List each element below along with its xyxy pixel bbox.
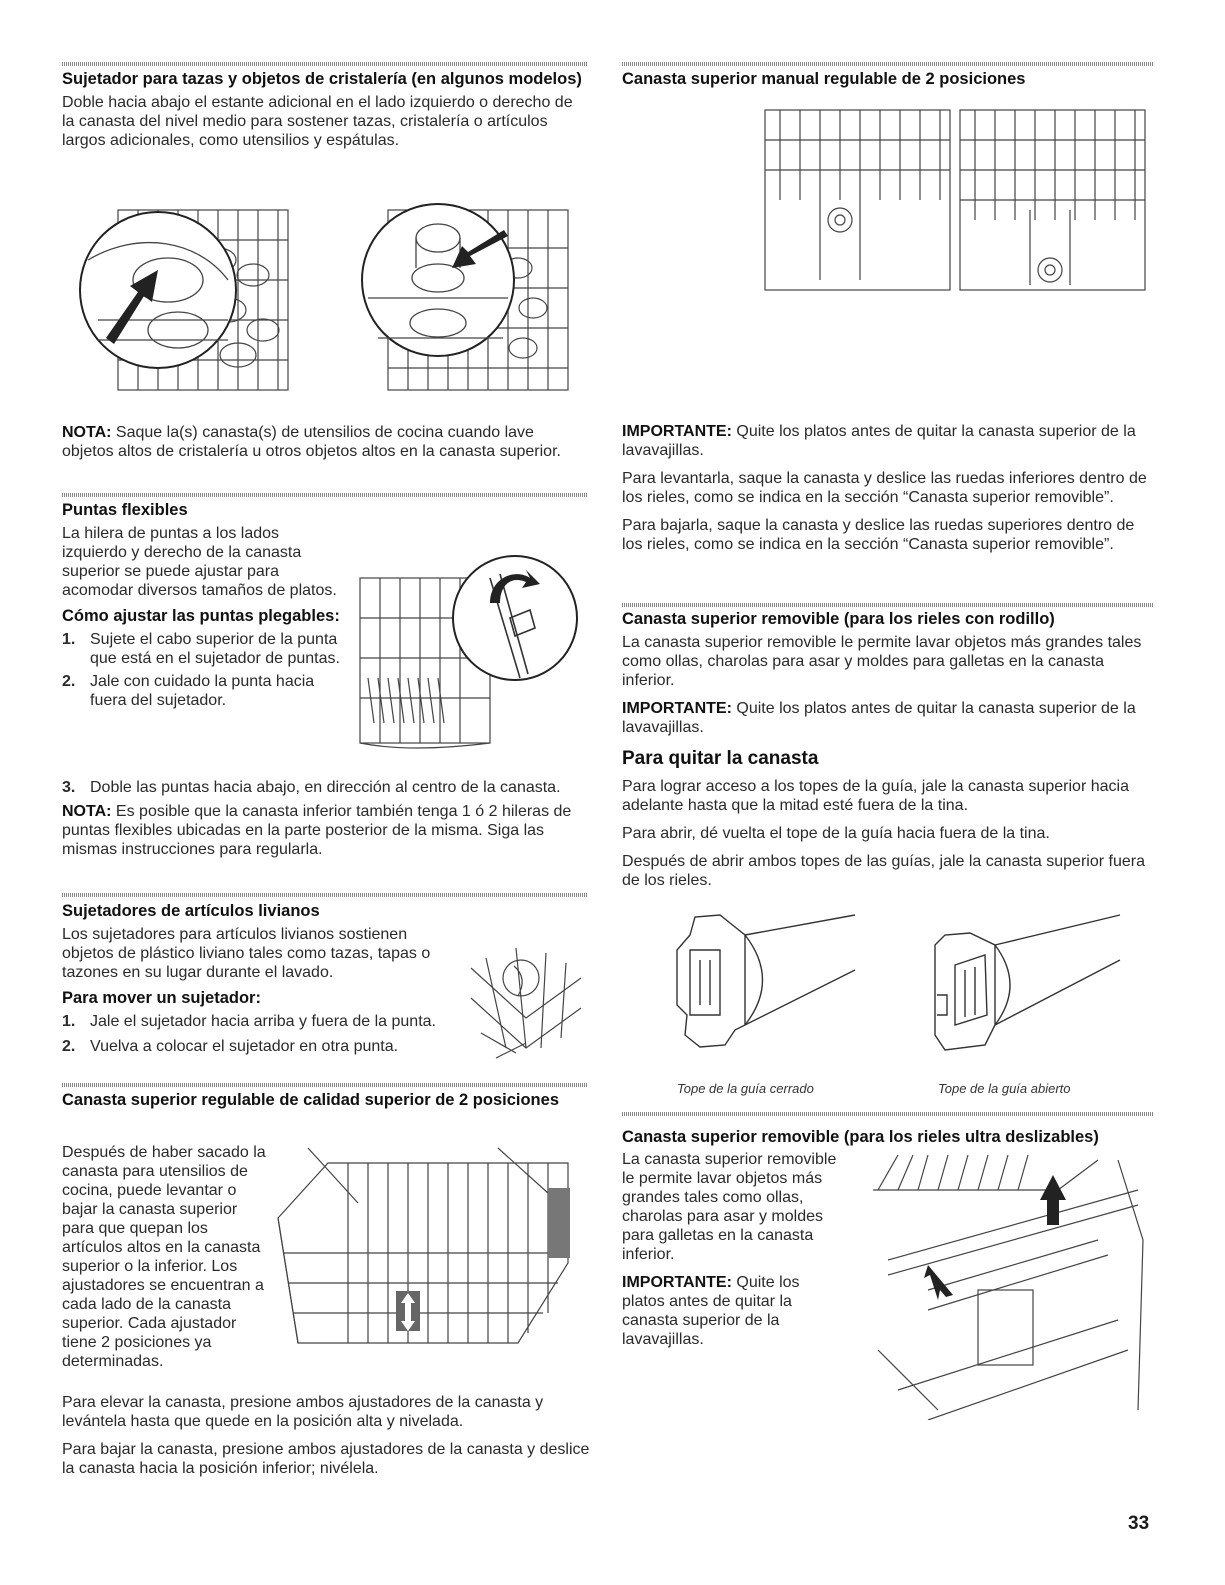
flexible-tines-illustration [350, 548, 580, 753]
note-text: Saque la(s) canasta(s) de utensilios de cocina cuando lave objetos altos de cristalería u otros objetos altos en la canasta superior. [62, 424, 561, 460]
section-divider [622, 1112, 1154, 1116]
paragraph: La canasta superior removible le permite lavar objetos más grandes tales como ollas, charolas para asar y moldes para galletas en la canasta inferior. [622, 634, 1142, 689]
note-label: NOTA: [62, 424, 112, 441]
list-item: 1. Sujete el cabo superior de la punta que está en el sujetador de puntas. [62, 631, 340, 667]
light-items-section [62, 902, 462, 1060]
subsection-title: Cómo ajustar las puntas plegables: [62, 607, 340, 625]
list-item: 2. Vuelva a colocar el sujetador en otra punta. [62, 1038, 399, 1055]
list-item: 1. Jale el sujetador hacia arriba y fuera de la punta. [62, 1013, 436, 1030]
subsection-title: Para mover un sujetador: [62, 989, 261, 1007]
section-title: Sujetadores de artículos livianos [62, 902, 320, 920]
paragraph: Los sujetadores para artículos livianos sostienen objetos de plástico liviano tales como tazas, tapas o tazones en su lugar durante el lavado. [62, 926, 431, 981]
ultra-glide-rail-illustration [868, 1150, 1158, 1420]
caption-rail-stop-closed: Tope de la guía cerrado [677, 1081, 814, 1096]
light-items-clip-illustration [466, 938, 586, 1068]
list-item: 3. Doble las puntas hacia abajo, en dirección al centro de la canasta. [62, 779, 561, 796]
paragraph: Para lograr acceso a los topes de la guía, jale la canasta superior hacia adelante hasta que la mitad esté fuera de la tina. [622, 778, 1129, 814]
paragraph: Después de abrir ambos topes de las guías, jale la canasta superior fuera de los rieles. [622, 853, 1145, 889]
section-title: Canasta superior manual regulable de 2 posiciones [622, 70, 1026, 88]
paragraph: Para bajarla, saque la canasta y deslice las ruedas superiores dentro de los rieles, como se indica en la sección “Canasta superior removible”. [622, 517, 1135, 553]
manual-rack-section-title [622, 70, 1152, 89]
paragraph: Para abrir, dé vuelta el tope de la guía hacia fuera de la tina. [622, 825, 1050, 842]
steps-list [62, 630, 342, 710]
premium-rack-paragraphs [62, 1393, 590, 1478]
rail-stop-open-illustration [925, 905, 1125, 1055]
section-divider [62, 62, 588, 66]
section-divider [622, 62, 1154, 66]
premium-rack-body [62, 1143, 267, 1371]
important-text: Quite los platos antes de quitar la canasta superior de la lavavajillas. [622, 423, 1136, 459]
steps-list [62, 1012, 462, 1056]
note-label: NOTA: [62, 803, 112, 820]
paragraph: La hilera de puntas a los lados izquierdo y derecho de la canasta superior se puede ajustar para acomodar diversos tamaños de platos. [62, 525, 337, 599]
ultra-rack-body [622, 1150, 844, 1349]
cup-shelf-illustration-right [358, 198, 588, 403]
flexible-tines-section [62, 501, 342, 714]
section-title: Canasta superior regulable de calidad superior de 2 posiciones [62, 1091, 559, 1109]
premium-rack-section-title [62, 1091, 562, 1110]
page-number: 33 [1128, 1513, 1150, 1534]
cup-shelf-note [62, 423, 587, 461]
ultra-rack-section-title [622, 1128, 1154, 1147]
flexible-tines-step3 [62, 778, 587, 859]
section-title: Canasta superior removible (para los rieles con rodillo) [622, 610, 1055, 628]
paragraph: Para bajar la canasta, presione ambos ajustadores de la canasta y deslice la canasta hacia la posición inferior; nivélela. [62, 1441, 590, 1477]
section-divider [62, 493, 588, 497]
section-divider [62, 893, 588, 897]
cup-shelf-section [62, 70, 582, 150]
list-item: 2. Jale con cuidado la punta hacia fuera del sujetador. [62, 673, 315, 709]
section-divider [62, 1083, 588, 1087]
important-label: IMPORTANTE: [622, 1274, 732, 1291]
section-title: Puntas flexibles [62, 501, 188, 519]
roller-rack-section [622, 610, 1154, 890]
cup-shelf-illustration-left [78, 200, 308, 405]
paragraph: La canasta superior removible le permite lavar objetos más grandes tales como ollas, charolas para asar y moldes para galletas en la canasta inferior. [622, 1151, 837, 1263]
important-text: Quite los platos antes de quitar la canasta superior de la lavavajillas. [622, 1274, 800, 1348]
section-divider [622, 603, 1154, 607]
important-text: Quite los platos antes de quitar la canasta superior de la lavavajillas. [622, 700, 1136, 736]
caption-rail-stop-open: Tope de la guía abierto [938, 1081, 1071, 1096]
important-label: IMPORTANTE: [622, 700, 732, 717]
paragraph: Para levantarla, saque la canasta y deslice las ruedas inferiores dentro de los rieles, como se indica en la sección “Canasta superior removible”. [622, 470, 1147, 506]
paragraph: Después de haber sacado la canasta para utensilios de cocina, puede levantar o bajar la canasta superior para que quepan los artículos altos en la canasta superior o la inferior. Los ajustadores se encuentran a cada lado de la canasta superior. Cada ajustador tiene 2 posiciones ya determinadas. [62, 1144, 266, 1370]
section-title: Sujetador para tazas y objetos de cristalería (en algunos modelos) [62, 70, 582, 88]
important-label: IMPORTANTE: [622, 423, 732, 440]
rail-stop-closed-illustration [665, 905, 865, 1055]
premium-rack-illustration [268, 1143, 588, 1368]
paragraph: Para elevar la canasta, presione ambos ajustadores de la canasta y levántela hasta que quede en la posición alta y nivelada. [62, 1394, 544, 1430]
section-title: Canasta superior removible (para los rieles ultra deslizables) [622, 1128, 1099, 1146]
note-text: Es posible que la canasta inferior también tenga 1 ó 2 hileras de puntas flexibles ubicadas en la parte posterior de la misma. Siga las mismas instrucciones para regularla. [62, 803, 572, 858]
manual-rack-paragraphs [622, 422, 1152, 554]
manual-rack-body [622, 94, 1152, 414]
manual-rack-adjuster-illustration [760, 100, 1152, 303]
paragraph: Doble hacia abajo el estante adicional en el lado izquierdo o derecho de la canasta del nivel medio para sostener tazas, cristalería o artículos largos adicionales, como utensilios y espátulas. [62, 94, 573, 149]
subsection-title: Para quitar la canasta [622, 748, 819, 769]
